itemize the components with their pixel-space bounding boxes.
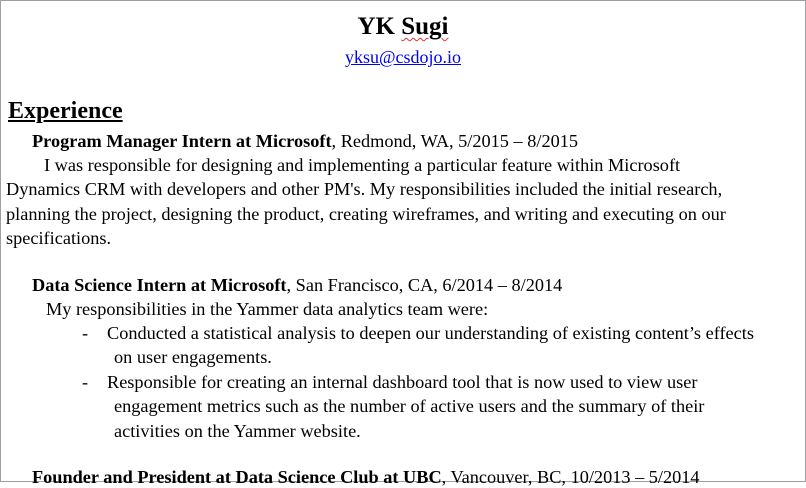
section-heading-experience: Experience xyxy=(8,98,123,124)
paragraph-line: specifications. xyxy=(6,228,112,248)
job-intro: My responsibilities in the Yammer data analytics team were: xyxy=(46,299,489,319)
bullet-line: on user engagements. xyxy=(114,347,272,367)
job-details: , Vancouver, BC, 10/2013 – 5/2014 xyxy=(441,467,700,487)
resume-name xyxy=(6,12,800,42)
bullet-dash: - xyxy=(82,323,89,343)
bullet-line: engagement metrics such as the number of active users and the summary of their xyxy=(114,396,705,416)
job-title: Program Manager Intern at Microsoft xyxy=(32,131,332,151)
job-heading xyxy=(32,130,578,152)
job-details: , Redmond, WA, 5/2015 – 8/2015 xyxy=(331,131,579,151)
bullet-line: Responsible for creating an internal dashboard tool that is now used to view user xyxy=(107,372,698,392)
paragraph-line: I was responsible for designing and implementing a particular feature within Microsoft xyxy=(44,155,681,175)
name-first: YK xyxy=(357,13,395,40)
job-details: , San Francisco, CA, 6/2014 – 8/2014 xyxy=(286,275,563,295)
email-link[interactable]: yksu@csdojo.io xyxy=(344,47,462,67)
name-last: Sugi xyxy=(401,13,449,40)
job-heading xyxy=(32,466,700,488)
bullet-line: Conducted a statistical analysis to deepen our understanding of existing content’s effects xyxy=(107,323,754,343)
job-title: Founder and President at Data Science Club at UBC xyxy=(32,467,442,487)
bullet-dash: - xyxy=(82,372,89,392)
email-line xyxy=(6,46,800,68)
paragraph-line: Dynamics CRM with developers and other PM's. My responsibilities included the initial research, xyxy=(6,179,723,199)
job-title: Data Science Intern at Microsoft xyxy=(32,275,287,295)
paragraph-line: planning the project, designing the product, creating wireframes, and writing and executing on our xyxy=(6,204,726,224)
bullet-line: activities on the Yammer website. xyxy=(114,421,361,441)
job-heading xyxy=(32,274,562,296)
